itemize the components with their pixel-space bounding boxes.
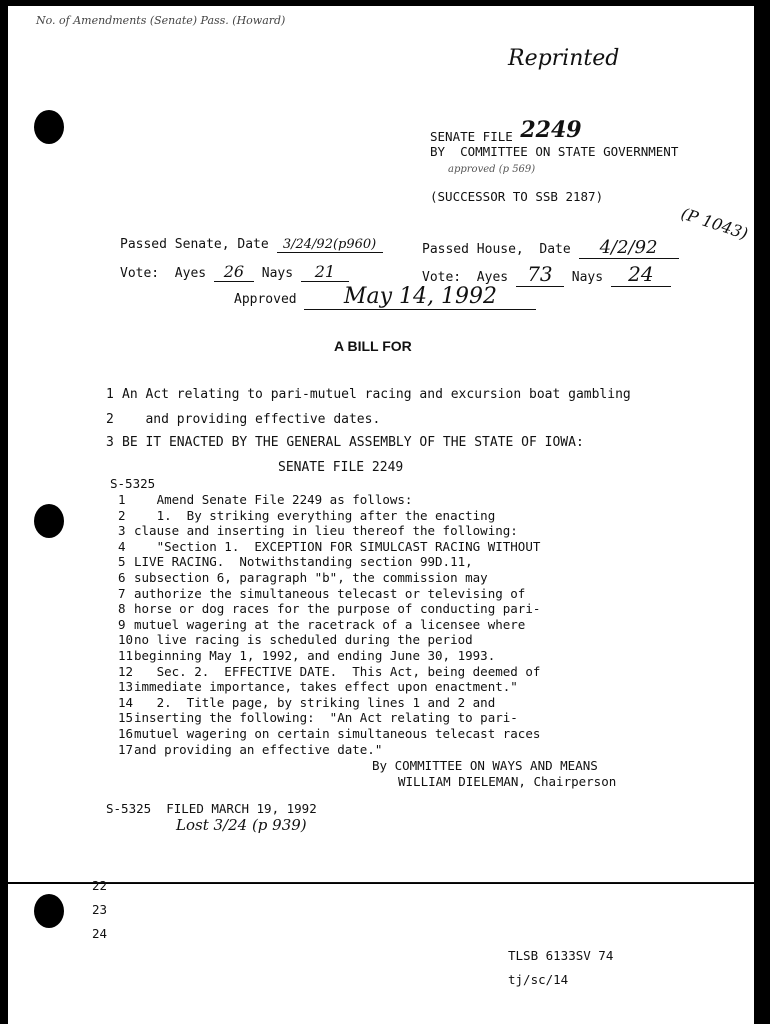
amendment-line: 5 LIVE RACING. Notwithstanding section 99D.11, xyxy=(118,554,473,570)
page-edge-rule xyxy=(70,882,754,883)
amendment-line: 2 1. By striking everything after the enacting xyxy=(118,507,496,523)
house-nays-label: Nays xyxy=(571,270,604,285)
house-nays: 24 xyxy=(611,262,671,287)
amendment-line: 3 clause and inserting in lieu thereof the following: xyxy=(118,523,518,539)
reprinted-stamp: Reprinted xyxy=(508,46,620,71)
line-number: 23 xyxy=(92,902,108,917)
house-ayes: 73 xyxy=(516,262,564,287)
document-page-main xyxy=(8,6,754,882)
amendment-line: 4 "Section 1. EXCEPTION FOR SIMULCAST RACING WITHOUT xyxy=(118,538,541,554)
amendment-line: 10no live racing is scheduled during the period xyxy=(118,632,473,648)
amendment-chair: WILLIAM DIELEMAN, Chairperson xyxy=(398,774,617,789)
amendment-line: 9 mutuel wagering at the racetrack of a licensee where xyxy=(118,616,526,632)
approved-date: May 14, 1992 xyxy=(304,284,536,310)
senate-nays-label: Nays xyxy=(261,266,294,281)
approved-line xyxy=(234,284,536,310)
amendment-line: 11beginning May 1, 1992, and ending June 30, 1993. xyxy=(118,647,496,663)
passed-house-line xyxy=(422,237,679,259)
amendment-line: 8 horse or dog races for the purpose of conducting pari- xyxy=(118,601,541,617)
approved-label: Approved xyxy=(234,292,297,307)
amendment-by-committee: By COMMITTEE ON WAYS AND MEANS xyxy=(372,758,598,773)
senate-ayes: 26 xyxy=(214,262,254,282)
senate-vote-line xyxy=(120,262,349,282)
amendment-text xyxy=(118,492,540,757)
amendment-line: 12 Sec. 2. EFFECTIVE DATE. This Act, being deemed of xyxy=(118,663,541,679)
amendment-id: S-5325 xyxy=(110,476,156,491)
amendment-line: 1 Amend Senate File 2249 as follows: xyxy=(118,492,413,507)
bill-line: 1 An Act relating to pari-mutuel racing and excursion boat gambling xyxy=(106,387,631,402)
approved-note: approved (p 569) xyxy=(448,164,536,175)
bill-heading: A BILL FOR xyxy=(334,338,412,354)
passed-senate-date: 3/24/92(p960) xyxy=(277,237,383,253)
punch-hole xyxy=(34,894,64,928)
footer-code: TLSB 6133SV 74 xyxy=(508,948,614,963)
filed-note: Lost 3/24 (p 939) xyxy=(176,816,307,834)
filed-id: S-5325 xyxy=(106,801,152,816)
passed-house-label: Passed House, Date xyxy=(422,242,571,257)
house-vote-label: Vote: Ayes xyxy=(422,270,509,285)
amendment-line: 7 authorize the simultaneous telecast or televising of xyxy=(118,585,526,601)
bill-line: 3 BE IT ENACTED BY THE GENERAL ASSEMBLY OF THE STATE OF IOWA: xyxy=(106,435,584,450)
footer-initials: tj/sc/14 xyxy=(508,972,569,987)
senate-vote-label: Vote: Ayes xyxy=(120,266,207,281)
amendment-line: 14 2. Title page, by striking lines 1 and 2 and xyxy=(118,694,496,710)
amendment-line: 15inserting the following: "An Act relating to pari- xyxy=(118,710,518,726)
senate-file-number: 2249 xyxy=(520,117,582,143)
amendment-heading: SENATE FILE 2249 xyxy=(278,460,404,475)
senate-nays: 21 xyxy=(301,262,349,282)
senate-file-label: SENATE FILE xyxy=(430,129,513,144)
passed-house-date: 4/2/92 xyxy=(579,237,679,259)
line-number: 22 xyxy=(92,878,108,893)
document-page-underlay xyxy=(8,878,754,1024)
punch-hole xyxy=(34,504,64,538)
passed-senate-label: Passed Senate, Date xyxy=(120,237,269,252)
bill-line: 2 and providing effective dates. xyxy=(106,412,381,427)
amendment-line: 16mutuel wagering on certain simultaneous telecast races xyxy=(118,725,541,741)
filed-text: FILED MARCH 19, 1992 xyxy=(166,801,317,816)
amendment-line: 13immediate importance, takes effect upon enactment." xyxy=(118,679,518,695)
by-committee-line: BY COMMITTEE ON STATE GOVERNMENT xyxy=(430,144,679,159)
amendment-line: 6 subsection 6, paragraph "b", the commission may xyxy=(118,569,488,585)
top-margin-note: No. of Amendments (Senate) Pass. (Howard) xyxy=(36,14,286,27)
amendment-line: 17and providing an effective date." xyxy=(118,741,383,757)
successor-line: (SUCCESSOR TO SSB 2187) xyxy=(430,189,604,204)
passed-senate-line xyxy=(120,237,383,253)
punch-hole xyxy=(34,110,64,144)
page-note: (P 1043) xyxy=(678,203,751,244)
filed-line xyxy=(106,801,317,816)
line-number: 24 xyxy=(92,926,108,941)
